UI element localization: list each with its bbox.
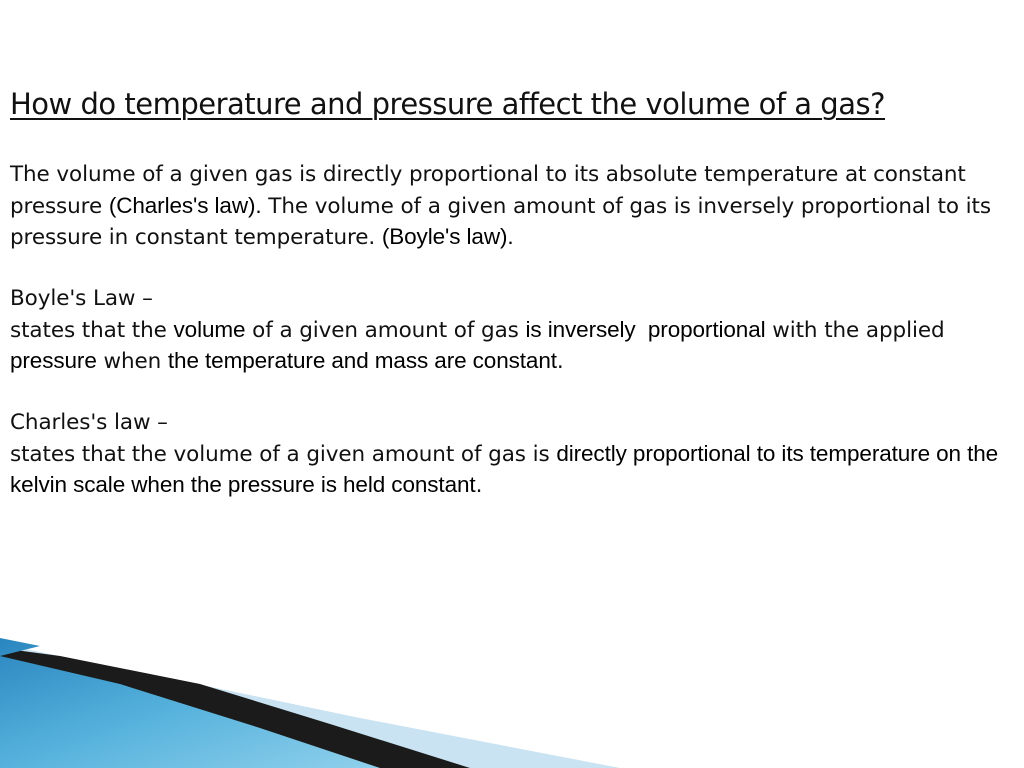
boyle-term-pressure: pressure	[10, 348, 97, 373]
charles-section	[10, 408, 1014, 502]
boyle-text-1: states that the	[10, 317, 174, 343]
intro-text-1: The volume of a given gas is directly proportional to its absolute temperature at constant pressure	[10, 162, 966, 219]
spacer	[10, 254, 1014, 285]
intro-text-2: The volume of a given amount of gas is inversely proportional to its pressure in constant temperature.	[10, 193, 991, 250]
boyle-text-5: .	[556, 349, 564, 374]
boyle-heading: Boyle's Law –	[10, 286, 153, 311]
charles-term-directly-proportional: directly proportional to its temperature on the kelvin scale when the pressure is held constant	[10, 440, 999, 497]
slide-content	[10, 84, 1014, 502]
spacer	[10, 125, 1014, 160]
boyle-text-4: when	[96, 349, 168, 374]
boyle-term-inversely-proportional: is inversely proportional	[525, 316, 766, 342]
boyle-term-constant-conditions: the temperature and mass are constant	[167, 348, 557, 373]
boyle-law-reference: (Boyle's law).	[381, 224, 514, 249]
intro-paragraph	[10, 160, 1014, 254]
charles-law-reference: (Charles's law).	[108, 192, 262, 218]
boyle-text-2: of a given amount of gas	[245, 317, 526, 343]
charles-text-1: states that the volume of a given amount of gas is	[10, 441, 557, 467]
spacer	[10, 378, 1014, 409]
charles-text-2: .	[475, 473, 483, 498]
boyle-term-volume: volume	[173, 316, 246, 342]
charles-heading: Charles's law –	[10, 410, 168, 435]
boyle-section	[10, 284, 1014, 378]
slide-title: How do temperature and pressure affect the volume of a gas?	[10, 87, 885, 121]
boyle-text-3: with the applied	[765, 317, 945, 343]
decorative-swoosh	[0, 638, 1024, 768]
